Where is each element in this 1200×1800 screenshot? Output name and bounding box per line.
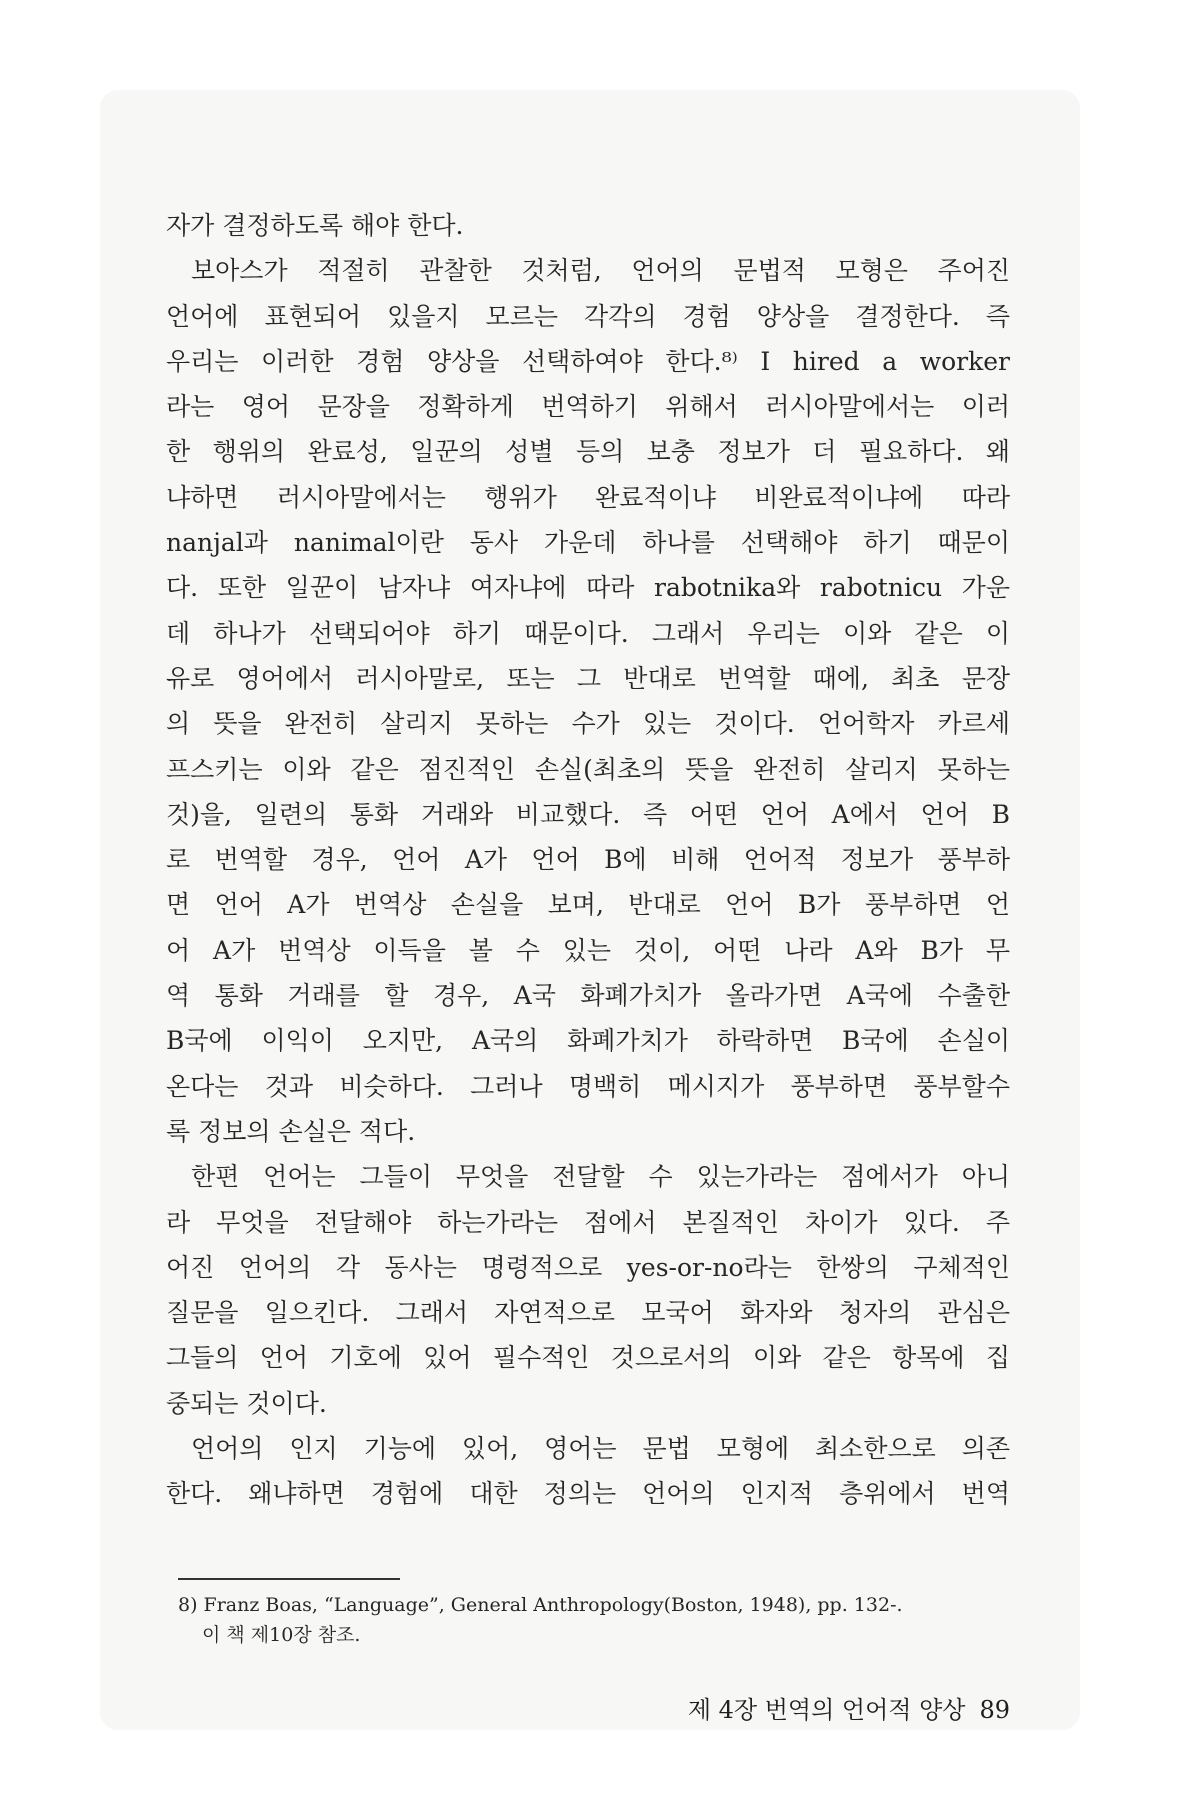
text-line: 데 하나가 선택되어야 하기 때문이다. 그래서 우리는 이와 같은 이 (166, 618, 1010, 648)
footnote-8-continuation: 이 책 제10장 참조. (202, 1624, 361, 1646)
footnotes (178, 1590, 1010, 1650)
text-line: 우리는 이러한 경험 양상을 선택하여야 한다.⁸⁾ I hired a worker (166, 346, 1010, 376)
text-line: 것)을, 일련의 통화 거래와 비교했다. 즉 어떤 언어 A에서 언어 B (166, 799, 1010, 829)
text-line: 유로 영어에서 러시아말로, 또는 그 반대로 번역할 때에, 최초 문장 (166, 663, 1010, 693)
text-line: 록 정보의 손실은 적다. (166, 1116, 416, 1146)
text-line: 언어의 인지 기능에 있어, 영어는 문법 모형에 최소한으로 의존 (191, 1434, 1010, 1464)
chapter-title: 제 4장 번역의 언어적 양상 (687, 1696, 966, 1724)
text-line: 어진 언어의 각 동사는 명령적으로 yes-or-no라는 한쌍의 구체적인 (166, 1252, 1010, 1282)
text-line: 다. 또한 일꾼이 남자냐 여자냐에 따라 rabotnika와 rabotnicu 가운 (166, 573, 1010, 603)
page-footer (688, 1690, 1010, 1725)
text-line: 면 언어 A가 번역상 손실을 보며, 반대로 언어 B가 풍부하면 언 (166, 890, 1010, 920)
text-line: 언어에 표현되어 있을지 모르는 각각의 경험 양상을 결정한다. 즉 (166, 301, 1010, 331)
text-line: 한다. 왜냐하면 경험에 대한 정의는 언어의 인지적 층위에서 번역 (166, 1479, 1010, 1509)
page-number: 89 (979, 1696, 1010, 1724)
text-line: 질문을 일으킨다. 그래서 자연적으로 모국어 화자와 청자의 관심은 (166, 1298, 1010, 1328)
text-line: 중되는 것이다. (166, 1388, 327, 1418)
text-line: 자가 결정하도록 해야 한다. (166, 211, 464, 240)
text-line: 프스키는 이와 같은 점진적인 손실(최초의 뜻을 완전히 살리지 못하는 (166, 754, 1010, 784)
text-line: 의 뜻을 완전히 살리지 못하는 수가 있는 것이다. 언어학자 카르세 (166, 709, 1010, 739)
text-line: 라는 영어 문장을 정확하게 번역하기 위해서 러시아말에서는 이러 (166, 392, 1010, 422)
footnote-8: 8) Franz Boas, “Language”, General Anthropology(Boston, 1948), pp. 132-. (178, 1594, 903, 1616)
text-line: 라 무엇을 전달해야 하는가라는 점에서 본질적인 차이가 있다. 주 (166, 1207, 1010, 1237)
text-line: 어 A가 번역상 이득을 볼 수 있는 것이, 어떤 나라 A와 B가 무 (166, 935, 1010, 965)
text-line: nanjal과 nanimal이란 동사 가운데 하나를 선택해야 하기 때문이 (166, 528, 1010, 558)
text-line: 한편 언어는 그들이 무엇을 전달할 수 있는가라는 점에서가 아니 (191, 1162, 1010, 1192)
text-line: 한 행위의 완료성, 일꾼의 성별 등의 보충 정보가 더 필요하다. 왜 (166, 437, 1010, 467)
body-text (166, 203, 1010, 1517)
text-line: 역 통화 거래를 할 경우, A국 화폐가치가 올라가면 A국에 수출한 (166, 981, 1010, 1011)
text-line: 냐하면 러시아말에서는 행위가 완료적이냐 비완료적이냐에 따라 (166, 482, 1010, 512)
text-line: 보아스가 적절히 관찰한 것처럼, 언어의 문법적 모형은 주어진 (191, 256, 1010, 286)
footnote-divider (178, 1578, 400, 1580)
text-line: B국에 이익이 오지만, A국의 화폐가치가 하락하면 B국에 손실이 (166, 1026, 1010, 1056)
text-line: 그들의 언어 기호에 있어 필수적인 것으로서의 이와 같은 항목에 집 (166, 1343, 1010, 1373)
text-line: 온다는 것과 비슷하다. 그러나 명백히 메시지가 풍부하면 풍부할수 (166, 1071, 1010, 1101)
text-line: 로 번역할 경우, 언어 A가 언어 B에 비해 언어적 정보가 풍부하 (166, 845, 1010, 875)
